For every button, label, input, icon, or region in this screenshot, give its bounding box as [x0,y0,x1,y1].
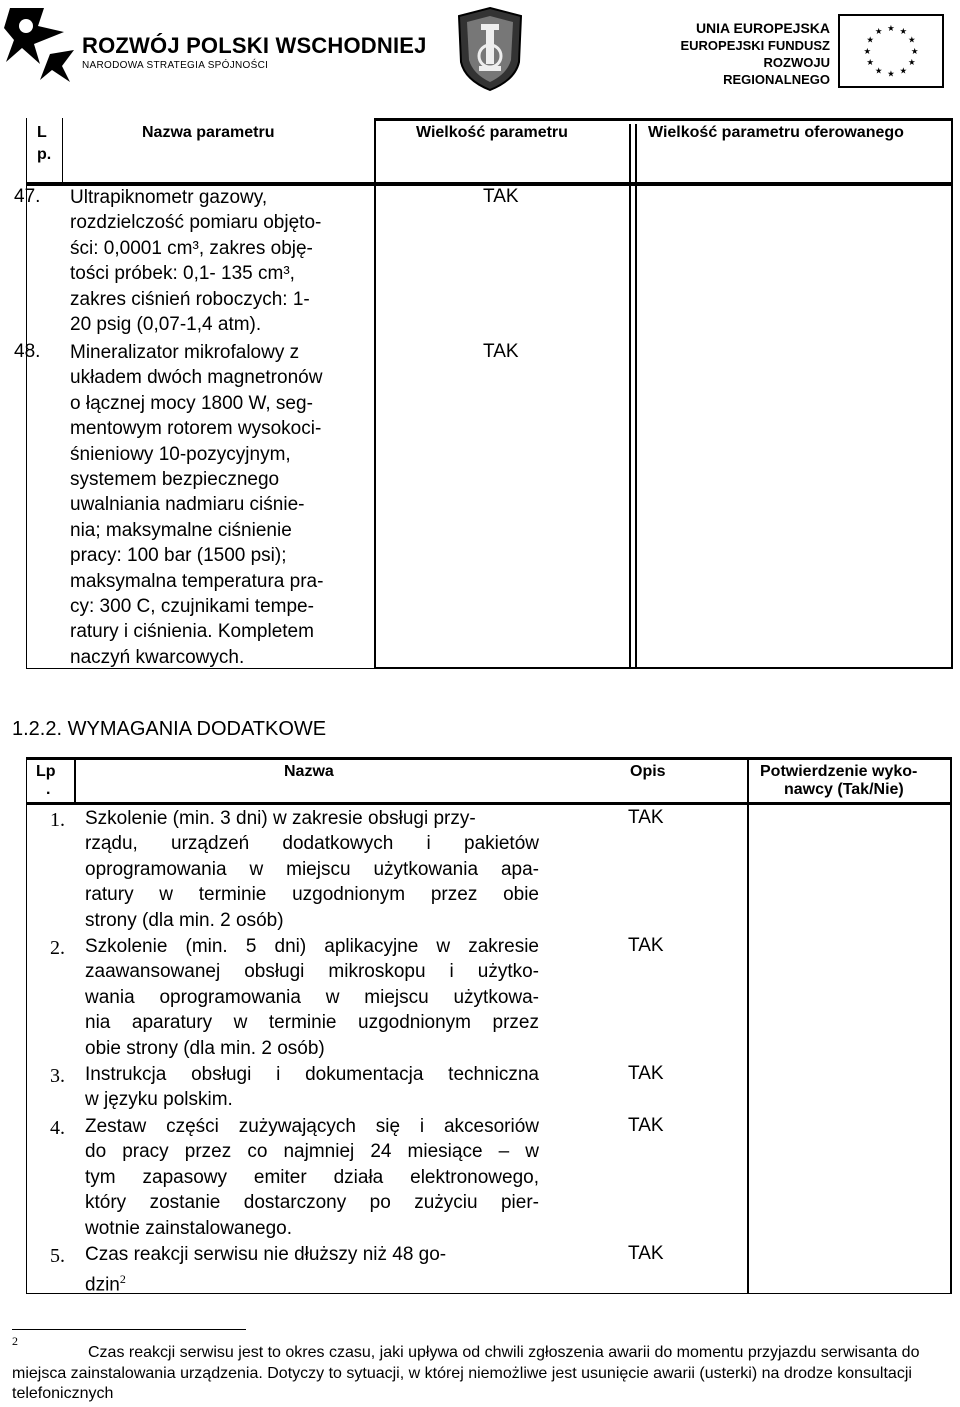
text-line: tości próbek: 0,1- 135 cm³, [70,263,295,285]
text-line: systemem bezpiecznego [70,469,280,491]
svg-text:★: ★ [874,66,883,77]
text-line: wania oprogramowania w miejscu użytkowa- [85,986,539,1008]
text-line: tym zapasowy emiter działa elektronowego, [85,1166,539,1188]
footnote-mark: 2 [12,1334,18,1348]
header-lp-dot: p. [37,146,52,163]
row-parameter-text [70,185,321,337]
text-line: ści: 0,0001 cm³, zakres obję- [70,237,313,259]
text-line: Mineralizator mikrofalowy z [70,342,300,363]
text-line: strony (dla min. 2 osób) [85,909,284,931]
table-border [26,757,27,1294]
header-divider [26,802,952,805]
text-line: ratury i ciśnienia. Kompletem [70,621,314,643]
eu-flag-icon [838,14,944,88]
svg-text:★: ★ [887,69,895,80]
header-lp: L [37,124,47,141]
eu-fund-line: EUROPEJSKI FUNDUSZ [680,38,830,53]
header-lp-dot: . [46,781,51,798]
university-crest-icon [455,6,525,92]
header-param-value: Wielkość parametru [416,124,568,141]
text-line [85,1267,539,1298]
text-line: Ultrapiknometr gazowy, [70,187,268,208]
header-lp: Lp [36,763,56,780]
svg-text:★: ★ [907,35,916,46]
text-line: zaawansowanej obsługi mikroskopu i użytko- [85,961,539,983]
svg-text:★: ★ [887,24,895,35]
text-line: w języku polskim. [85,1089,233,1111]
text-line: Szkolenie (min. 3 dni) w zakresie obsługi przy- [85,808,476,829]
header-confirmation-line2: nawcy (Tak/Nie) [784,781,904,798]
page-header [0,0,960,92]
additional-requirements-table [26,757,952,1295]
footnote-text: Czas reakcji serwisu jest to okres czasu, jaki upływa od chwili zgłoszenia awarii do momentu przyjazdu serwisanta do miejsca zainstalowania urządzenia. Dotyczy to sytuacji, w której niemożliwe jest usunięcie awarii (usterki) na drodze konsultacji telefonicznych [12,1344,920,1402]
header-offered-value: Wielkość parametru oferowanego [648,124,904,141]
row-value: TAK [628,935,664,956]
text-line: układem dwóch magnetronów [70,367,323,389]
text-line: uwalniania nadmiaru ciśnie- [70,494,305,516]
svg-text:★: ★ [863,46,872,57]
svg-text:★: ★ [866,35,875,46]
row-lp: 48. [14,341,41,362]
text-line: Szkolenie (min. 5 dni) aplikacyjne w zakresie [85,936,539,957]
text-line: nia aparatury w terminie uzgodnionym przez [85,1012,539,1034]
row-value: TAK [628,807,664,828]
text-line: który zostanie dostarczony po zużyciu pier- [85,1192,539,1214]
svg-text:★: ★ [899,66,908,77]
column-divider [74,757,76,805]
text-line: naczyń kwarcowych. [70,646,245,668]
text-line: wotnie zainstalowanego. [85,1217,293,1239]
table-border [374,667,953,669]
row-parameter-text [70,340,323,670]
row-value: TAK [483,341,519,362]
rpw-subtitle: NARODOWA STRATEGIA SPÓJNOŚCI [82,60,269,71]
rpw-logo [4,4,427,84]
row-lp: 4. [50,1117,65,1139]
parameters-table [14,118,952,669]
row-value: TAK [483,186,519,207]
text-line: Instrukcja obsługi i dokumentacja techniczna [85,1064,539,1085]
row-value: TAK [628,1243,664,1264]
section-title: 1.2.2. WYMAGANIA DODATKOWE [12,718,327,740]
text-line: o łącznej mocy 1800 W, seg- [70,392,313,414]
text-line: ratury w terminie uzgodnionym przez obie [85,884,539,906]
row-description [85,1114,539,1241]
text-line: do pracy przez co najmniej 24 miesiące – w [85,1141,539,1163]
table-border [951,118,953,669]
text-line: rządu, urządzeń dodatkowych i pakietów [85,833,539,855]
footnote-separator [12,1329,246,1330]
svg-text:★: ★ [907,58,916,69]
rpw-title: ROZWÓJ POLSKI WSCHODNIEJ [82,33,427,58]
svg-text:★: ★ [874,26,883,37]
header-description: Opis [630,763,666,780]
row-lp: 2. [50,937,65,959]
svg-text:★: ★ [910,46,919,57]
column-divider [635,124,637,669]
svg-text:★: ★ [866,58,875,69]
rpw-star-mark-icon [4,4,76,84]
row-lp: 1. [50,809,65,831]
eu-title: UNIA EUROPEJSKA [695,20,830,36]
text-line: pracy: 100 bar (1500 psi); [70,545,287,567]
text-line: nia; maksymalne ciśnienie [70,519,292,541]
text-line: cy: 300 C, czujnikami tempe- [70,596,314,618]
eu-logo [660,14,945,88]
text-line: śnieniowy 10-pozycyjnym, [70,443,291,465]
text-line: mentowym rotorem wysokoci- [70,418,322,440]
table-border [950,757,952,1294]
text-line: maksymalna temperatura pra- [70,570,324,592]
row-description [85,1242,539,1298]
eu-regional-line: ROZWOJU REGIONALNEGO [723,55,830,87]
header-name: Nazwa [284,763,334,780]
text-line: Zestaw części zużywających się i akcesoriów [85,1116,539,1137]
table-border [374,118,953,121]
row-lp: 47. [14,186,41,207]
row-value: TAK [628,1115,664,1136]
row-description [85,1062,539,1113]
svg-text:★: ★ [899,26,908,37]
text-line: rozdzielczość pomiaru objęto- [70,212,322,234]
column-divider [62,118,63,185]
row-description [85,806,539,933]
column-divider [629,124,631,669]
header-param-name: Nazwa parametru [142,124,275,141]
row-value: TAK [628,1063,664,1084]
text-line: Czas reakcji serwisu nie dłuższy niż 48 go- [85,1244,447,1265]
text-fragment: dzin [85,1274,120,1296]
text-line: zakres ciśnień roboczych: 1- [70,288,310,310]
row-lp: 5. [50,1245,65,1267]
text-line: obie strony (dla min. 2 osób) [85,1037,325,1059]
table-border [26,757,952,760]
row-lp: 3. [50,1065,65,1087]
column-divider [374,118,376,669]
row-description [85,934,539,1061]
column-divider [747,757,749,1294]
header-confirmation: Potwierdzenie wyko- [760,763,918,780]
text-line: 20 psig (0,07-1,4 atm). [70,314,262,336]
footnote-reference[interactable]: 2 [119,1272,126,1287]
text-line: oprogramowania w miejscu użytkowania apa- [85,858,539,880]
